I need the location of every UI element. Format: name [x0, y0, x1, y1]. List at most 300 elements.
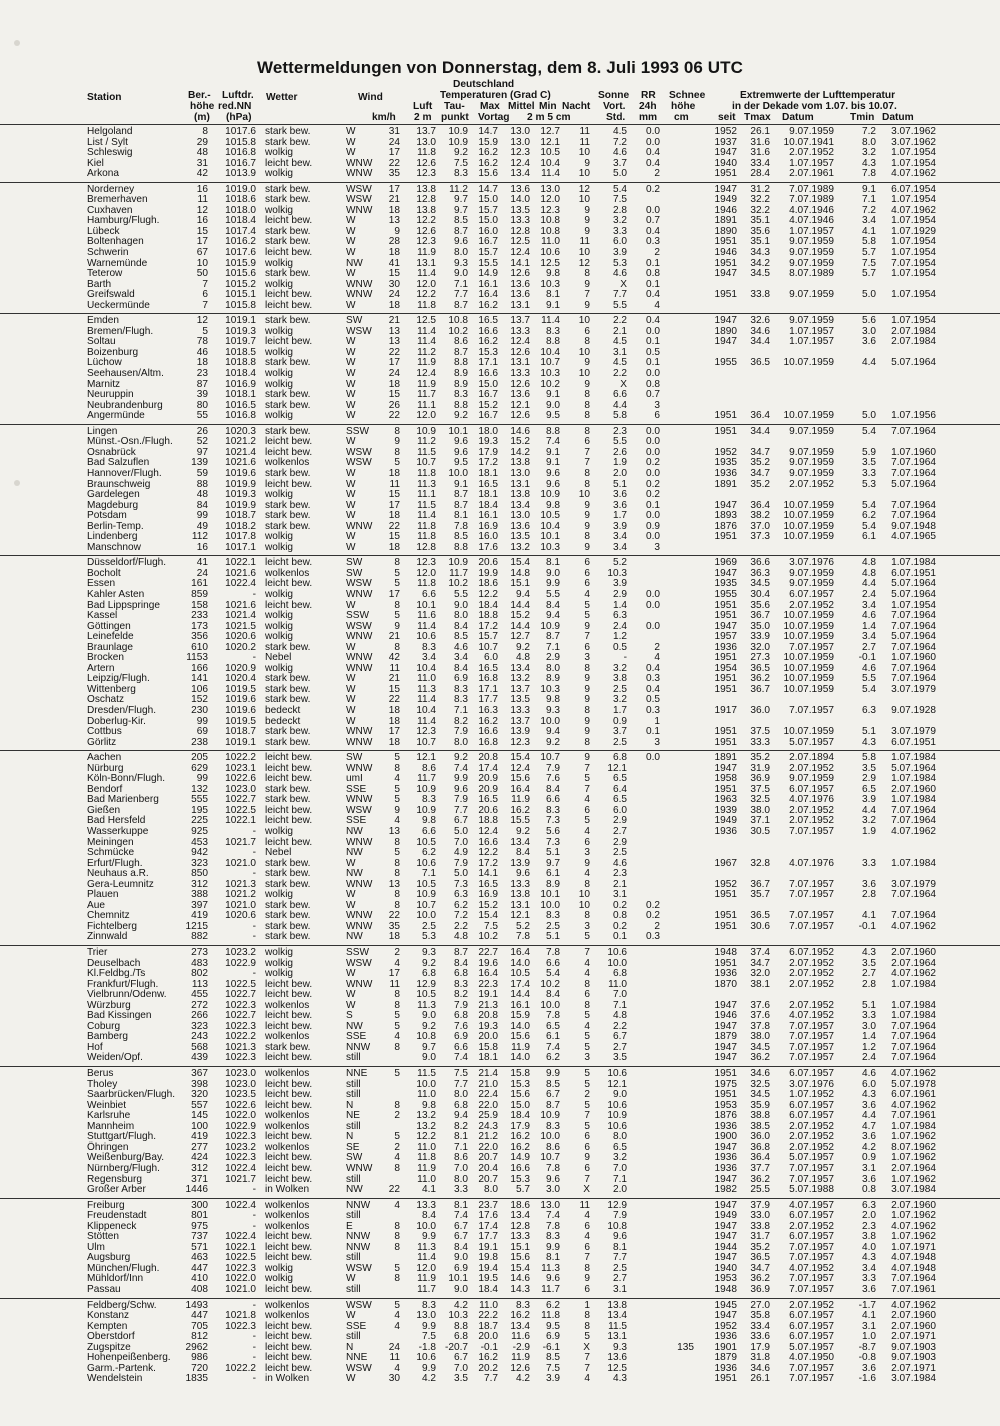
min-temp: 3.9: [545, 1373, 560, 1385]
record-since: 1947: [714, 1252, 737, 1264]
station-name: Plauen: [87, 889, 119, 901]
max-temp: 15.8: [478, 1041, 498, 1053]
max-temp: 17.9: [478, 446, 498, 458]
tmin-date: 7.07.1964: [891, 804, 936, 816]
header-max: Vortag: [478, 112, 510, 123]
weather-cell: wolkig: [265, 1262, 294, 1274]
mean-temp: 13.4: [510, 662, 530, 674]
table-row: [0, 1185, 1000, 1196]
station-name: Vielbrunn/Odenw.: [87, 989, 167, 1001]
max-temp: 20.4: [478, 1162, 498, 1174]
weather-cell: stark bew.: [265, 389, 311, 401]
mean-temp: 12.5: [510, 236, 530, 248]
tmin-date: 1.07.1954: [891, 194, 936, 206]
station-group: [0, 750, 1000, 945]
night-min-5cm: 11: [579, 236, 590, 248]
min-temp: 8.4: [545, 783, 560, 795]
mean-temp: 14.8: [510, 567, 530, 579]
dew-point: 8.7: [453, 225, 468, 237]
night-min-5cm: 2: [584, 1089, 590, 1101]
record-since: 1952: [714, 446, 737, 458]
record-since: 1947: [714, 1141, 737, 1153]
tmax-value: 36.2: [750, 673, 770, 685]
tmin-value: 1.4: [861, 620, 876, 632]
station-height: 59: [196, 467, 208, 479]
dew-point: 6.3: [453, 889, 468, 901]
max-temp: 19.4: [478, 1262, 498, 1274]
tmax-value: 31.6: [750, 136, 770, 148]
weather-cell: wolkig: [265, 368, 294, 380]
tmin-date: 7.07.1964: [891, 499, 936, 511]
table-row: [0, 1311, 1000, 1322]
wind-speed: 18: [388, 931, 400, 943]
tmin-value: 2.4: [861, 1052, 876, 1064]
max-temp: 22.4: [478, 1089, 498, 1101]
max-temp: 15.7: [478, 204, 498, 216]
air-pressure: 1018.7: [225, 510, 256, 522]
night-min-5cm: 4: [584, 1210, 590, 1222]
table-row: [0, 237, 1000, 248]
air-pressure: 1023.0: [225, 1078, 256, 1090]
tmin-value: 3.3: [861, 467, 876, 479]
station-height: 925: [191, 826, 208, 837]
precipitation: 0.0: [645, 425, 660, 437]
min-temp: 10.7: [540, 1152, 560, 1164]
tmax-date: 10.07.1959: [783, 673, 834, 685]
mean-temp: 17.4: [510, 978, 530, 990]
tmin-value: 7.2: [861, 126, 876, 137]
station-name: Wasserkuppe: [87, 826, 149, 837]
wind-direction: W: [346, 389, 356, 401]
dew-point: 8.1: [453, 1199, 468, 1211]
wind-direction: W: [346, 1273, 356, 1285]
table-row: [0, 959, 1000, 970]
station-height: 975: [191, 1220, 208, 1232]
night-min-5cm: 6: [584, 436, 590, 448]
precipitation: 2: [654, 641, 660, 653]
tmax-date: 6.07.1957: [789, 588, 834, 600]
station-height: 233: [191, 610, 208, 622]
sunshine-hours: 1.2: [612, 631, 627, 643]
weather-cell: stark bew.: [265, 194, 311, 206]
tmin-date: 7.07.1964: [891, 457, 936, 469]
mean-temp: 14.6: [510, 425, 530, 437]
min-temp: 8.1: [545, 289, 560, 301]
dew-point: 8.3: [453, 168, 468, 180]
header-ber-hoehe: (m): [194, 112, 210, 123]
record-since: 1890: [714, 225, 737, 237]
mean-temp: 15.2: [510, 436, 530, 448]
dew-point: 6.9: [453, 1031, 468, 1043]
air-temp: 7.1: [421, 868, 436, 880]
min-temp: 5.6: [545, 826, 560, 837]
header-rr: 24h: [639, 101, 657, 112]
wind-speed: 17: [388, 588, 400, 600]
table-row: [0, 269, 1000, 280]
station-group: [0, 945, 1000, 1066]
weather-cell: leicht bew.: [265, 289, 313, 301]
dew-point: 7.8: [453, 520, 468, 532]
mean-temp: 12.8: [510, 225, 530, 237]
dew-point: 7.4: [453, 1210, 468, 1222]
table-row: [0, 1243, 1000, 1254]
table-row: [0, 664, 1000, 675]
weather-cell: in Wolken: [265, 1184, 310, 1196]
tmax-date: 7.07.1957: [789, 1052, 834, 1064]
tmax-date: 6.07.1957: [789, 1068, 834, 1080]
dew-point: 8.4: [453, 662, 468, 674]
wind-direction: W: [346, 467, 356, 479]
max-temp: 18.8: [478, 610, 498, 622]
wind-speed: 17: [388, 357, 400, 369]
tmin-date: 1.07.1954: [891, 289, 936, 301]
tmax-date: 7.07.1989: [789, 194, 834, 206]
station-height: 277: [191, 1141, 208, 1153]
weather-cell: stark bew.: [265, 868, 311, 880]
tmin-date: 4.07.1962: [891, 1299, 936, 1311]
station-height: 439: [191, 1052, 208, 1064]
tmax-value: 35.8: [750, 1310, 770, 1322]
sunshine-hours: X: [620, 378, 627, 390]
wind-direction: W: [346, 510, 356, 522]
table-row: [0, 859, 1000, 870]
wind-speed: 9: [394, 804, 400, 816]
tmax-date: 9.07.1959: [789, 457, 834, 469]
tmin-date: 1.07.1962: [891, 1131, 936, 1143]
max-temp: 15.4: [478, 910, 498, 922]
station-name: Deuselbach: [87, 957, 141, 969]
table-row: [0, 1364, 1000, 1375]
weather-cell: wolkenlos: [265, 1299, 310, 1311]
station-height: 859: [191, 588, 208, 600]
max-temp: 19.8: [478, 1252, 498, 1264]
record-since: 1947: [714, 1020, 737, 1032]
wind-direction: SW: [346, 557, 363, 569]
table-row: [0, 280, 1000, 291]
tmax-value: 37.9: [750, 1199, 770, 1211]
tmax-value: 35.2: [750, 752, 770, 764]
tmax-value: 26.1: [750, 1373, 770, 1385]
station-name: Norderney: [87, 183, 135, 195]
mean-temp: 13.1: [510, 299, 530, 311]
dew-point: -20.7: [444, 1341, 468, 1353]
air-pressure: 1022.1: [225, 557, 256, 569]
tmax-value: 34.5: [750, 1089, 770, 1101]
sunshine-hours: 7.2: [612, 136, 627, 148]
mean-temp: 9.6: [515, 868, 530, 880]
min-temp: 10.3: [540, 541, 560, 553]
air-pressure: 1020.3: [225, 425, 256, 437]
tmin-value: 3.4: [861, 215, 876, 227]
dew-point: 10.1: [448, 1273, 468, 1285]
tmin-date: 6.07.1951: [891, 736, 936, 748]
weather-cell: stark bew.: [265, 641, 311, 653]
station-name: Angermünde: [87, 410, 145, 422]
record-since: 1947: [714, 1199, 737, 1211]
air-temp: 11.7: [417, 389, 436, 401]
wind-direction: W: [346, 1310, 356, 1322]
tmax-value: 32.5: [750, 794, 770, 806]
table-row: [0, 569, 1000, 580]
min-temp: 7.4: [545, 1041, 560, 1053]
tmin-date: 7.07.1964: [891, 1020, 936, 1032]
mean-temp: 8.4: [515, 847, 530, 859]
wind-direction: W: [346, 899, 356, 911]
sunshine-hours: 5.3: [612, 257, 627, 269]
mean-temp: 12.4: [510, 247, 530, 259]
dew-point: 10.0: [448, 467, 468, 479]
tmax-date: 2.07.1952: [789, 1141, 834, 1153]
station-name: Frankfurt/Flugh.: [87, 978, 159, 990]
record-since: 1947: [714, 567, 737, 579]
tmax-date: 2.07.1894: [789, 752, 834, 764]
sunshine-hours: 5.5: [612, 299, 627, 311]
min-temp: 10.1: [540, 889, 560, 901]
air-pressure: 1015.9: [225, 257, 256, 269]
mean-temp: 5.7: [515, 1184, 530, 1196]
tmax-date: 2.07.1952: [789, 478, 834, 490]
table-row: [0, 922, 1000, 933]
tmin-value: 3.0: [861, 325, 876, 337]
wind-direction: W: [346, 541, 356, 553]
air-pressure: 1022.2: [225, 1362, 256, 1374]
table-row: [0, 159, 1000, 170]
header-wetter: Wetter: [266, 92, 298, 103]
dew-point: 3.5: [453, 1373, 468, 1385]
air-pressure: 1016.2: [225, 236, 256, 248]
air-pressure: 1022.5: [225, 804, 256, 816]
table-row: [0, 727, 1000, 738]
header-min-levels: 2 m 5 cm: [527, 112, 571, 123]
air-temp: 11.9: [417, 1273, 436, 1285]
tmax-date: 10.07.1959: [783, 357, 834, 369]
wind-direction: SSW: [346, 947, 369, 959]
tmax-value: 34.6: [750, 1068, 770, 1080]
min-temp: 5.5: [545, 588, 560, 600]
record-since: 1947: [714, 147, 737, 159]
dew-point: 7.5: [453, 157, 468, 169]
station-height: 12: [196, 204, 208, 216]
mean-temp: 12.6: [510, 268, 530, 280]
dew-point: 9.7: [453, 194, 468, 206]
air-pressure: 1022.7: [225, 989, 256, 1001]
weather-cell: stark bew.: [265, 920, 311, 932]
wind-direction: N: [346, 1099, 354, 1111]
weather-cell: leicht bew.: [265, 557, 313, 569]
air-temp: 13.3: [416, 1199, 436, 1211]
sunshine-hours: 10.8: [607, 1220, 627, 1232]
dew-point: 9.6: [453, 436, 468, 448]
tmin-date: 9.07.1903: [891, 1341, 936, 1353]
station-height: 29: [196, 136, 208, 148]
weather-cell: bedeckt: [265, 715, 301, 727]
min-temp: 10.2: [540, 978, 560, 990]
mean-temp: 16.2: [510, 1141, 530, 1153]
tmax-date: 10.07.1959: [783, 620, 834, 632]
air-temp: 8.3: [421, 1299, 436, 1311]
dew-point: 6.9: [453, 1262, 468, 1274]
wind-direction: WSW: [346, 325, 372, 337]
air-temp: 12.5: [416, 315, 436, 327]
station-height: 97: [196, 446, 208, 458]
tmax-value: 36.8: [750, 1141, 770, 1153]
weather-cell: wolkig: [265, 168, 294, 180]
tmin-date: 2.07.1960: [891, 1199, 936, 1211]
tmax-date: 7.07.1957: [789, 1273, 834, 1285]
record-since: 1951: [714, 957, 737, 969]
station-height: 48: [196, 489, 208, 501]
dew-point: 10.8: [448, 315, 468, 327]
tmax-date: 9.07.1959: [789, 289, 834, 301]
wind-speed: 30: [388, 278, 400, 290]
tmax-value: 36.2: [750, 1173, 770, 1185]
tmax-date: 7.07.1957: [789, 1362, 834, 1374]
dew-point: 8.0: [453, 736, 468, 748]
table-row: [0, 753, 1000, 764]
tmax-date: 4.07.1957: [789, 1199, 834, 1211]
mean-temp: 17.9: [510, 1120, 530, 1132]
air-temp: 2.5: [421, 920, 436, 932]
air-pressure: 1017.1: [225, 541, 256, 553]
min-temp: 7.6: [545, 773, 560, 785]
air-pressure: 1016.5: [225, 399, 256, 411]
wind-speed: 8: [394, 857, 400, 869]
mean-temp: 13.8: [510, 457, 530, 469]
max-temp: 19.6: [478, 957, 498, 969]
night-min-5cm: 7: [584, 1352, 590, 1364]
wind-speed: 2: [394, 1110, 400, 1122]
wind-direction: W: [346, 673, 356, 685]
max-temp: 17.7: [478, 694, 498, 706]
tmin-value: 4.1: [861, 1310, 876, 1322]
weather-cell: leicht bew.: [265, 446, 313, 458]
record-since: 1953: [714, 1273, 737, 1285]
dew-point: 9.5: [453, 457, 468, 469]
max-temp: 18.1: [478, 467, 498, 479]
air-temp: 11.9: [417, 1162, 436, 1174]
night-min-5cm: 7: [584, 457, 590, 469]
air-temp: 11.5: [417, 499, 436, 511]
tmin-value: 5.5: [861, 673, 876, 685]
dew-point: 6.7: [453, 1352, 468, 1364]
station-height: 84: [196, 499, 208, 511]
tmax-value: 36.0: [750, 704, 770, 716]
air-temp: 11.5: [417, 1068, 436, 1080]
station-name: Artern: [87, 662, 115, 674]
air-temp: 10.6: [416, 857, 436, 869]
min-temp: 8.3: [545, 325, 560, 337]
table-row: [0, 774, 1000, 785]
tmax-date: 2.07.1952: [789, 1299, 834, 1311]
tmin-value: 0.9: [861, 1152, 876, 1164]
station-height: 8: [202, 126, 208, 137]
tmin-date: 7.07.1961: [891, 1110, 936, 1122]
tmin-value: 7.8: [861, 168, 876, 180]
tmin-value: 3.5: [861, 457, 876, 469]
sunshine-hours: 0.2: [612, 899, 627, 911]
sunshine-hours: 3.1: [612, 346, 627, 358]
night-min-5cm: 9: [584, 278, 590, 290]
record-since: 1936: [714, 1162, 737, 1174]
min-temp: 11.4: [541, 168, 560, 180]
dew-point: 4.6: [453, 641, 468, 653]
air-pressure: -: [252, 847, 256, 859]
min-temp: 6.1: [545, 1031, 560, 1043]
tmax-date: 7.07.1957: [789, 1173, 834, 1185]
air-temp: 4.1: [421, 1184, 436, 1196]
tmax-date: 6.07.1957: [789, 1231, 834, 1243]
precipitation: 2: [654, 168, 660, 180]
min-temp: 9.3: [545, 704, 560, 716]
wind-speed: 28: [388, 236, 400, 248]
dew-point: 6.6: [453, 1041, 468, 1053]
min-temp: 3.0: [545, 1184, 560, 1196]
wind-direction: NW: [346, 257, 363, 269]
header-luftdruck: Luftdr.: [222, 90, 254, 101]
precipitation: 0.2: [645, 489, 660, 501]
weather-cell: wolkig: [265, 257, 294, 269]
table-row: [0, 1232, 1000, 1243]
min-temp: 7.3: [545, 836, 560, 848]
max-temp: 20.9: [478, 773, 498, 785]
precipitation: 0.4: [645, 147, 660, 159]
wind-direction: NW: [346, 1020, 363, 1032]
precipitation: 0.0: [645, 620, 660, 632]
tmin-date: 7.07.1964: [891, 641, 936, 653]
wind-direction: W: [346, 225, 356, 237]
wind-direction: WSW: [346, 1299, 372, 1311]
table-row: [0, 706, 1000, 717]
sunshine-hours: 6.7: [612, 1031, 627, 1043]
weather-cell: stark bew.: [265, 357, 311, 369]
max-temp: 15.0: [478, 215, 498, 227]
max-temp: 19.9: [478, 567, 498, 579]
station-name: Feldberg/Schw.: [87, 1299, 157, 1311]
tmin-value: -0.8: [858, 1352, 876, 1364]
weather-cell: wolkenlos: [265, 1120, 310, 1132]
mean-temp: 12.6: [510, 1362, 530, 1374]
weather-cell: stark bew.: [265, 899, 311, 911]
station-height: 812: [191, 1331, 208, 1343]
mean-temp: 11.9: [511, 794, 530, 806]
max-temp: 10.2: [478, 931, 498, 943]
sunshine-hours: 7.5: [612, 194, 627, 206]
night-min-5cm: 9: [584, 857, 590, 869]
max-temp: 11.0: [479, 1299, 498, 1311]
precipitation: 0.0: [645, 588, 660, 600]
min-temp: 8.3: [545, 1231, 560, 1243]
min-temp: 9.6: [545, 467, 560, 479]
wind-direction: W: [346, 357, 356, 369]
min-temp: 2.9: [545, 652, 560, 664]
tmin-date: 1.07.1984: [891, 1120, 936, 1132]
tmax-value: 25.5: [750, 1184, 770, 1196]
night-min-5cm: 9: [584, 620, 590, 632]
table-row: [0, 1011, 1000, 1022]
wind-speed: 8: [394, 999, 400, 1011]
header-extremes: Extremwerte der Lufttemperatur: [740, 90, 896, 101]
wind-direction: still: [346, 1173, 361, 1185]
precipitation: 0.2: [645, 910, 660, 922]
tmax-date: 5.07.1988: [789, 1184, 834, 1196]
wind-direction: WNW: [346, 631, 373, 643]
air-temp: 11.7: [417, 1283, 436, 1295]
tmax-value: 30.6: [750, 920, 770, 932]
weather-cell: leicht bew.: [265, 436, 313, 448]
night-min-5cm: 4: [584, 868, 590, 880]
station-name: Coburg: [87, 1020, 121, 1032]
max-temp: 17.1: [478, 357, 498, 369]
